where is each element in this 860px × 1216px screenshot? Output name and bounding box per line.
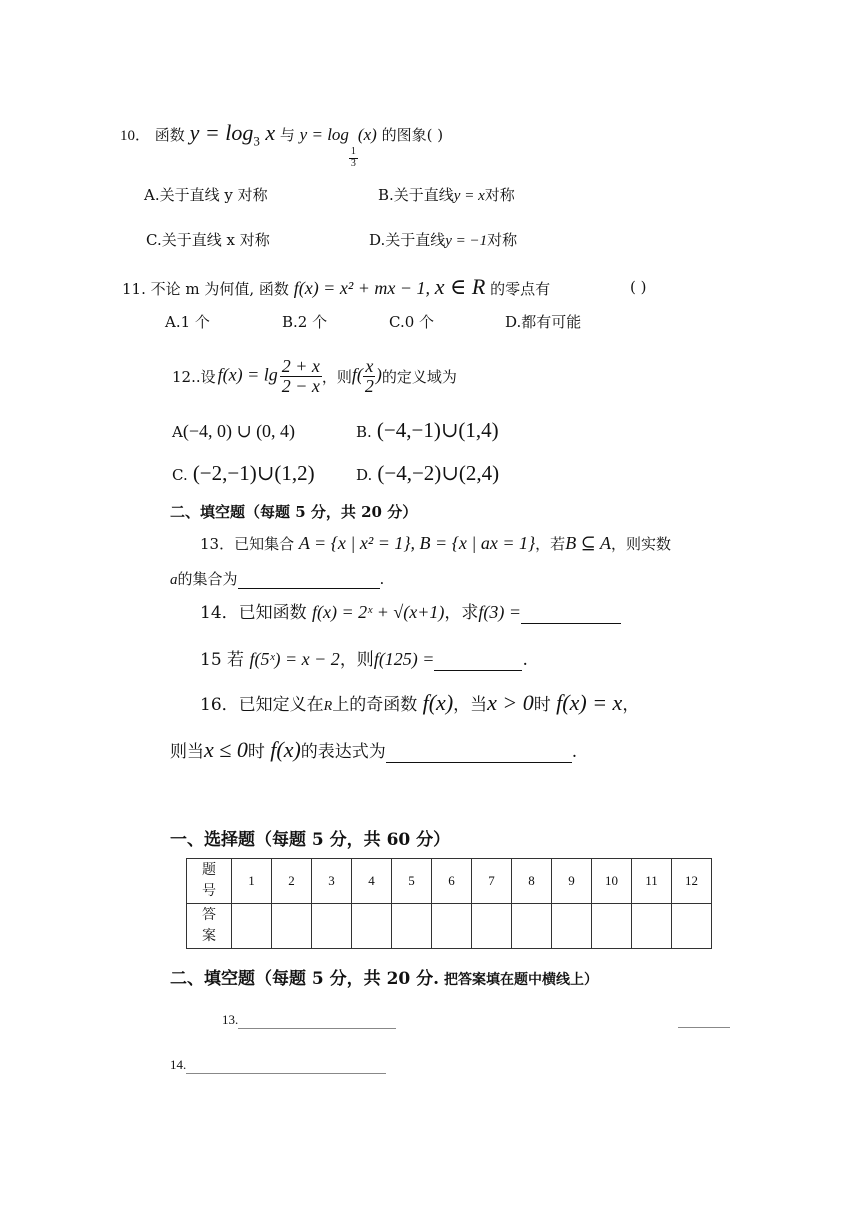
answer-table-header-label: 题 号 xyxy=(187,859,232,904)
q11-paren: ( ) xyxy=(630,278,647,296)
answer-13-blank[interactable] xyxy=(238,1013,396,1029)
answer-table xyxy=(186,858,712,949)
q10-option-d: D.关于直线y = −1对称 xyxy=(369,231,518,249)
q12-tail: 的定义域为 xyxy=(381,367,457,386)
q11-option-c: C.0 个 xyxy=(389,313,435,331)
answer-14-line: 14. xyxy=(170,1057,386,1074)
answer-cell[interactable] xyxy=(312,904,352,949)
section-2-heading-top: 二、填空题（每题 5 分，共 20 分） xyxy=(170,503,418,521)
q13-line2: a的集合为 . xyxy=(170,570,385,588)
q15-answer-blank[interactable] xyxy=(434,650,522,671)
section-2-heading-bottom: 二、填空题（每题 5 分，共 20 分. 把答案填在题中横线上） xyxy=(170,969,598,989)
question-number-cell: 8 xyxy=(512,859,552,904)
question-16: 16．已知定义在R上的奇函数 f(x)，当x > 0时 f(x) = x， xyxy=(200,690,640,715)
q10-expr2: y = log $\frac{1}{3}$ (x) xyxy=(299,125,377,169)
answer-13-line: 13. xyxy=(222,1012,396,1029)
q11-expr2: x ∈ R xyxy=(434,274,486,299)
question-number-cell: 3 xyxy=(312,859,352,904)
q10-lead: 函数 xyxy=(154,126,185,144)
answer-cell[interactable] xyxy=(392,904,432,949)
question-12 xyxy=(172,350,457,402)
answer-cell[interactable] xyxy=(432,904,472,949)
q16-line2: 则当x ≤ 0时 f(x)的表达式为 . xyxy=(170,737,578,762)
answer-table-answer-row xyxy=(187,904,712,949)
q12-option-d: D. (−4,−2)∪(2,4) xyxy=(356,461,500,485)
answer-cell[interactable] xyxy=(352,904,392,949)
q11-option-a: A.1 个 xyxy=(165,313,210,331)
answer-14-blank[interactable] xyxy=(186,1058,386,1074)
q12-f: f(x) = lg $\frac{2 + x}{2 - x}$ xyxy=(217,355,320,396)
answer-cell[interactable] xyxy=(672,904,712,949)
question-number-cell: 9 xyxy=(552,859,592,904)
question-number-cell: 6 xyxy=(432,859,472,904)
question-number-cell: 10 xyxy=(592,859,632,904)
q10-option-a: A.关于直线 y 对称 xyxy=(144,186,268,204)
q12-mid: ，则 xyxy=(321,367,352,386)
question-number-cell: 12 xyxy=(672,859,712,904)
answer-extra-blank-right[interactable] xyxy=(678,1012,730,1028)
answer-cell[interactable] xyxy=(232,904,272,949)
question-15: 15 若 f(5ˣ) = x − 2，则f(125) = . xyxy=(200,649,528,670)
answer-cell[interactable] xyxy=(592,904,632,949)
q12-option-b: B. (−4,−1)∪(1,4) xyxy=(356,418,499,442)
q12-option-c: C. (−2,−1)∪(1,2) xyxy=(172,461,315,485)
q10-option-c: C.关于直线 x 对称 xyxy=(146,231,270,249)
question-number-cell: 11 xyxy=(632,859,672,904)
answer-cell[interactable] xyxy=(272,904,312,949)
question-number-cell: 5 xyxy=(392,859,432,904)
answer-table-answer-label: 答 案 xyxy=(187,904,232,949)
q10-option-b: B.关于直线y = x对称 xyxy=(378,186,515,204)
question-number-cell: 7 xyxy=(472,859,512,904)
q11-tail: 的零点有 xyxy=(490,280,551,298)
q14-answer-blank[interactable] xyxy=(521,603,621,624)
question-number-cell: 4 xyxy=(352,859,392,904)
q11-expr: f(x) = x² + mx − 1, xyxy=(293,278,430,298)
question-10 xyxy=(120,120,444,169)
q11-option-b: B.2 个 xyxy=(282,313,328,331)
question-number-cell: 2 xyxy=(272,859,312,904)
question-13: 13．已知集合 A = {x | x² = 1}, B = {x | ax = 1}，若B ⊆ A，则实数 xyxy=(200,533,671,553)
answer-table-header-row xyxy=(187,859,712,904)
q16-answer-blank[interactable] xyxy=(386,742,572,763)
question-11 xyxy=(122,274,550,300)
answer-cell[interactable] xyxy=(472,904,512,949)
q11-lead: 11. 不论 m 为何值, 函数 xyxy=(122,280,289,298)
q12-f2: f( $\frac{x}{2}$ ) xyxy=(351,355,382,396)
q11-option-d: D.都有可能 xyxy=(505,313,582,331)
q12-lead: 12..设 xyxy=(172,367,216,386)
section-1-heading: 一、选择题（每题 5 分，共 60 分） xyxy=(170,830,451,850)
q10-number: 10． xyxy=(120,128,151,144)
q13-answer-blank[interactable] xyxy=(238,570,380,589)
answer-cell[interactable] xyxy=(552,904,592,949)
q10-expr1: $y = \log_3 x$ xyxy=(189,120,276,149)
q10-tail: 的图象( ) xyxy=(381,126,444,144)
q12-option-a: A(−4, 0) ∪ (0, 4) xyxy=(172,421,296,441)
answer-cell[interactable] xyxy=(632,904,672,949)
q10-mid: 与 xyxy=(279,126,295,144)
question-number-cell: 1 xyxy=(232,859,272,904)
question-14: 14．已知函数 f(x) = 2ˣ + √(x+1)，求f(3) = xyxy=(200,598,621,624)
answer-cell[interactable] xyxy=(512,904,552,949)
